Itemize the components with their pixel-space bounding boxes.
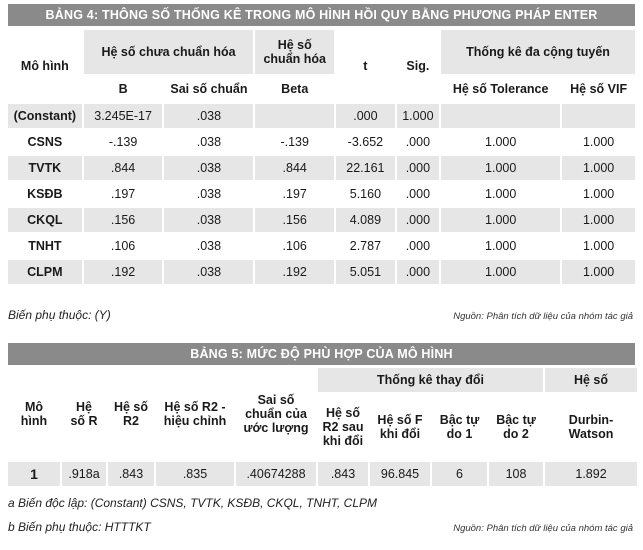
cell-se: .038 bbox=[196, 239, 222, 253]
cell-se: .038 bbox=[196, 187, 222, 201]
t5-col-r2-line2: R2 bbox=[123, 414, 139, 428]
cell-tol: 1.000 bbox=[485, 135, 517, 149]
table5 bbox=[6, 366, 639, 488]
cell-sig: .000 bbox=[405, 187, 431, 201]
col-model-header: Mô hình bbox=[8, 30, 82, 102]
t5-col-adj-line1: Hệ số R2 - bbox=[164, 400, 226, 414]
cell-sig: .000 bbox=[405, 161, 431, 175]
cell-se: .038 bbox=[196, 109, 222, 123]
t5-col-df1-line1: Bậc tự bbox=[439, 413, 480, 427]
cell-t: 5.160 bbox=[349, 187, 382, 201]
t5-cell-r2: .843 bbox=[118, 467, 144, 481]
t5-col-se-line3: ước lượng bbox=[243, 421, 309, 435]
cell-beta: .197 bbox=[282, 187, 307, 201]
cell-tol: 1.000 bbox=[485, 239, 517, 253]
col-std-header bbox=[255, 30, 334, 74]
table-row bbox=[8, 234, 635, 258]
cell-t: 4.089 bbox=[349, 213, 382, 227]
row-label: TVTK bbox=[28, 161, 62, 175]
cell-sig: .000 bbox=[405, 265, 431, 279]
cell-vif: 1.000 bbox=[582, 135, 615, 149]
cell-t: -3.652 bbox=[347, 135, 384, 149]
cell-tol: 1.000 bbox=[485, 213, 517, 227]
t5-col-df2-line2: do 2 bbox=[503, 427, 529, 441]
t5-cell-model: 1 bbox=[30, 466, 38, 482]
t5-col-se-header bbox=[236, 368, 316, 460]
cell-b: .844 bbox=[110, 161, 136, 175]
cell-tol bbox=[441, 104, 560, 128]
t5-col-se-line2: chuẩn của bbox=[245, 407, 307, 421]
table-row bbox=[8, 260, 635, 284]
cell-b: -.139 bbox=[108, 135, 138, 149]
col-std-header-line1: Hệ số bbox=[277, 38, 312, 52]
t5-col-dw-line2: Watson bbox=[568, 427, 614, 441]
table-row bbox=[8, 208, 635, 232]
table-row bbox=[8, 462, 637, 486]
cell-tol: 1.000 bbox=[485, 187, 517, 201]
t5-col-f-line1: Hệ số F bbox=[377, 413, 423, 427]
cell-vif bbox=[562, 104, 635, 128]
table5-source: Nguồn: Phân tích dữ liệu của nhóm tác giả bbox=[453, 523, 633, 534]
cell-b: 3.245E-17 bbox=[94, 109, 152, 123]
row-label: TNHT bbox=[28, 239, 62, 253]
t5-cell-dw: 1.892 bbox=[575, 467, 607, 481]
table-row bbox=[8, 156, 635, 180]
cell-beta: .156 bbox=[282, 213, 307, 227]
t5-col-r2-line1: Hệ số bbox=[113, 400, 149, 414]
cell-vif: 1.000 bbox=[582, 187, 615, 201]
t5-col-dw-header bbox=[545, 394, 637, 460]
t5-cell-r2change: .843 bbox=[330, 467, 356, 481]
cell-sig: .000 bbox=[405, 239, 431, 253]
cell-beta: .192 bbox=[282, 265, 307, 279]
cell-vif: 1.000 bbox=[582, 265, 615, 279]
cell-t: 5.051 bbox=[349, 265, 382, 279]
cell-se: .038 bbox=[196, 135, 222, 149]
cell-beta: .844 bbox=[282, 161, 307, 175]
col-collin-header: Thống kê đa cộng tuyến bbox=[441, 30, 635, 74]
table-row bbox=[8, 104, 635, 128]
col-vif-header: Hệ số VIF bbox=[562, 76, 635, 102]
cell-t: 2.787 bbox=[349, 239, 382, 253]
cell-b: .156 bbox=[110, 213, 136, 227]
t5-col-model-line2: hình bbox=[20, 414, 48, 428]
table-row bbox=[8, 182, 635, 206]
table4-source: Nguồn: Phân tích dữ liệu của nhóm tác giả bbox=[453, 311, 633, 322]
table5-title: BẢNG 5: MỨC ĐỘ PHÙ HỢP CỦA MÔ HÌNH bbox=[8, 343, 635, 365]
t5-cell-f: 96.845 bbox=[380, 467, 420, 481]
t5-col-r2change-line1: Hệ số bbox=[325, 406, 361, 420]
t5-cell-adj: .835 bbox=[182, 467, 208, 481]
t5-col-r2change-line3: khi đổi bbox=[322, 434, 364, 448]
cell-b: .197 bbox=[110, 187, 136, 201]
col-unstd-header: Hệ số chưa chuẩn hóa bbox=[84, 30, 254, 74]
cell-se: .038 bbox=[196, 265, 222, 279]
table5-note-a: a Biến độc lập: (Constant) CSNS, TVTK, KSĐB, CKQL, TNHT, CLPM bbox=[8, 496, 378, 510]
table4 bbox=[6, 28, 637, 286]
row-label: CKQL bbox=[27, 213, 63, 227]
cell-t: .000 bbox=[353, 109, 378, 123]
row-label: CLPM bbox=[27, 265, 63, 279]
row-label: (Constant) bbox=[13, 109, 77, 123]
cell-t: 22.161 bbox=[346, 161, 385, 175]
t5-col-df2-line1: Bậc tự bbox=[496, 413, 536, 427]
t5-col-df1-header bbox=[432, 394, 487, 460]
cell-se: .038 bbox=[196, 161, 222, 175]
t5-col-adj-header bbox=[156, 368, 234, 460]
col-t-header: t bbox=[336, 30, 395, 102]
table4-title: BẢNG 4: THÔNG SỐ THỐNG KÊ TRONG MÔ HÌNH HỒI QUY BẰNG PHƯƠNG PHÁP ENTER bbox=[8, 4, 635, 26]
cell-se: .038 bbox=[196, 213, 222, 227]
table-row bbox=[8, 130, 635, 154]
cell-vif: 1.000 bbox=[582, 213, 615, 227]
t5-col-model-line1: Mô bbox=[24, 400, 44, 414]
cell-beta bbox=[255, 104, 334, 128]
t5-cell-se: .40674288 bbox=[246, 467, 306, 481]
cell-vif: 1.000 bbox=[582, 239, 615, 253]
t5-col-f-header bbox=[370, 394, 430, 460]
t5-col-r2-header bbox=[108, 368, 154, 460]
col-std-header-line2: chuẩn hóa bbox=[263, 52, 326, 66]
col-b-header: B bbox=[84, 76, 163, 102]
col-beta-header: Beta bbox=[255, 76, 334, 102]
table4-note: Biến phụ thuộc: (Y) bbox=[8, 308, 111, 322]
cell-tol: 1.000 bbox=[485, 265, 517, 279]
cell-b: .192 bbox=[110, 265, 136, 279]
cell-b: .106 bbox=[110, 239, 136, 253]
t5-group-change-header: Thống kê thay đổi bbox=[318, 368, 543, 392]
t5-col-r2change-line2: R2 sau bbox=[322, 420, 364, 434]
cell-vif: 1.000 bbox=[582, 161, 615, 175]
t5-col-r2change-header bbox=[318, 394, 368, 460]
t5-col-df1-line2: do 1 bbox=[446, 427, 473, 441]
table5-note-b: b Biến phụ thuộc: HTTTKT bbox=[8, 520, 151, 534]
cell-beta: .106 bbox=[282, 239, 307, 253]
t5-group-coef-header: Hệ số bbox=[545, 368, 637, 392]
t5-col-df2-header bbox=[489, 394, 543, 460]
row-label: CSNS bbox=[27, 135, 63, 149]
t5-col-r-line2: số R bbox=[70, 414, 98, 428]
t5-col-model-header bbox=[8, 368, 60, 460]
t5-col-r-header bbox=[62, 368, 106, 460]
t5-cell-df2: 108 bbox=[505, 467, 527, 481]
cell-tol: 1.000 bbox=[485, 161, 517, 175]
t5-col-f-line2: khi đổi bbox=[379, 427, 421, 441]
t5-col-adj-line2: hiệu chỉnh bbox=[163, 414, 227, 428]
t5-cell-df1: 6 bbox=[456, 467, 463, 481]
t5-col-se-line1: Sai số bbox=[257, 393, 295, 407]
t5-col-r-line1: Hệ bbox=[76, 400, 92, 414]
cell-sig: 1.000 bbox=[402, 109, 434, 123]
cell-sig: .000 bbox=[405, 213, 431, 227]
row-label: KSĐB bbox=[27, 187, 63, 201]
col-se-header: Sai số chuẩn bbox=[164, 76, 253, 102]
cell-sig: .000 bbox=[405, 135, 431, 149]
col-tol-header: Hệ số Tolerance bbox=[441, 76, 560, 102]
col-sig-header: Sig. bbox=[397, 30, 439, 102]
t5-col-dw-line1: Durbin- bbox=[568, 413, 614, 427]
cell-beta: -.139 bbox=[280, 135, 309, 149]
t5-cell-r: .918a bbox=[68, 467, 100, 481]
